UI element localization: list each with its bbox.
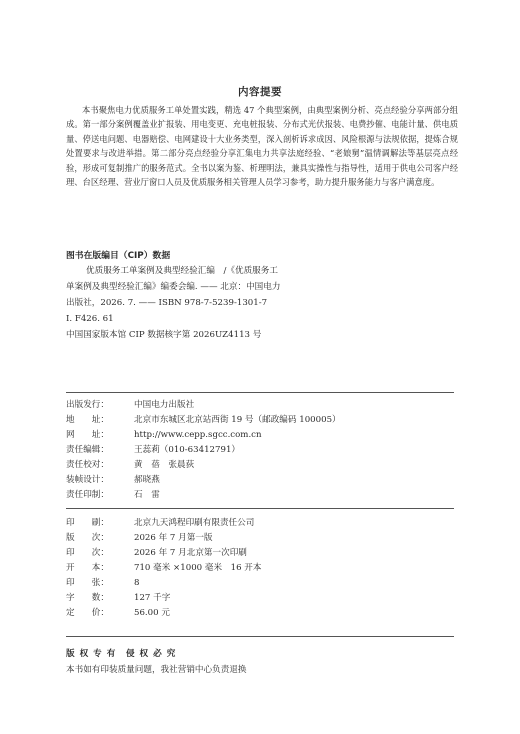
publish-row: 责任印制： 石 雷: [66, 490, 160, 500]
publish-row: 责任校对： 黄 蓓 张晨荻: [66, 460, 195, 470]
copyright-note: 本书如有印装质量问题，我社营销中心负责退换: [66, 665, 247, 675]
publish-row: 责任编辑： 王蕊莉（010-63412791）: [66, 445, 241, 455]
cip-line: 中国国家版本馆 CIP 数据核字第 2026UZ4113 号: [66, 330, 262, 340]
cip-title: 图书在版编目（CIP）数据: [66, 251, 171, 261]
print-row: 定 价： 56.00 元: [66, 608, 170, 618]
print-row: 版 次： 2026 年 7 月第一版: [66, 533, 213, 543]
summary-title: 内容提要: [238, 86, 282, 98]
cip-line: 出版社，2026. 7. —— ISBN 978-7-5239-1301-7: [66, 298, 268, 308]
publish-row: 出版发行： 中国电力出版社: [66, 400, 195, 410]
print-row: 印 刷： 北京九天鸿程印刷有限责任公司: [66, 518, 255, 528]
divider: [66, 508, 454, 509]
cip-line: 优质服务工单案例及典型经验汇编 /《优质服务工: [86, 266, 278, 276]
cip-line: Ⅰ. F426. 61: [66, 314, 114, 324]
cip-line: 单案例及典型经验汇编》编委会编. —— 北京：中国电力: [66, 282, 281, 292]
copyright-title: 版 权 专 有 侵 权 必 究: [66, 649, 177, 659]
print-row: 开 本： 710 毫米 ×1000 毫米 16 开本: [66, 563, 262, 573]
print-row: 字 数： 127 千字: [66, 593, 171, 603]
divider: [66, 636, 454, 637]
publish-row: 网 址： http://www.cepp.sgcc.com.cn: [66, 430, 262, 440]
cip-record: [66, 263, 416, 343]
divider: [66, 392, 454, 393]
publish-info: [66, 398, 456, 503]
print-info: [66, 516, 456, 621]
summary-paragraph: 本书聚焦电力优质服务工单处置实践，精选 47 个典型案例，由典型案例分析、亮点经验分享两部分组成。第一部分案例覆盖业扩报装、用电变更、充电桩报装、分布式光伏报装、电费抄催、电能计量、供电质量、停送电问题、电器赔偿、电网建设十大业务类型，深入剖析诉求成因、风险根源与法规依据，提炼合规处置要求与改进举措。第二部分亮点经验分享汇集电力共享法庭经验、“老娘舅”温情调解法等基层亮点经验，形成可复制推广的服务范式。全书以案为鉴、析理明法，兼具实操性与指导性，适用于供电公司客户经理、台区经理、营业厅窗口人员及优质服务相关管理人员学习参考，助力提升服务能力与客户满意度。: [66, 105, 458, 188]
publish-row: 地 址： 北京市东城区北京站西街 19 号（邮政编码 100005）: [66, 415, 341, 425]
summary-body: [66, 103, 458, 189]
print-row: 印 次： 2026 年 7 月北京第一次印刷: [66, 548, 247, 558]
print-row: 印 张： 8: [66, 578, 140, 588]
publish-row: 装帧设计： 郝晓燕: [66, 475, 160, 485]
